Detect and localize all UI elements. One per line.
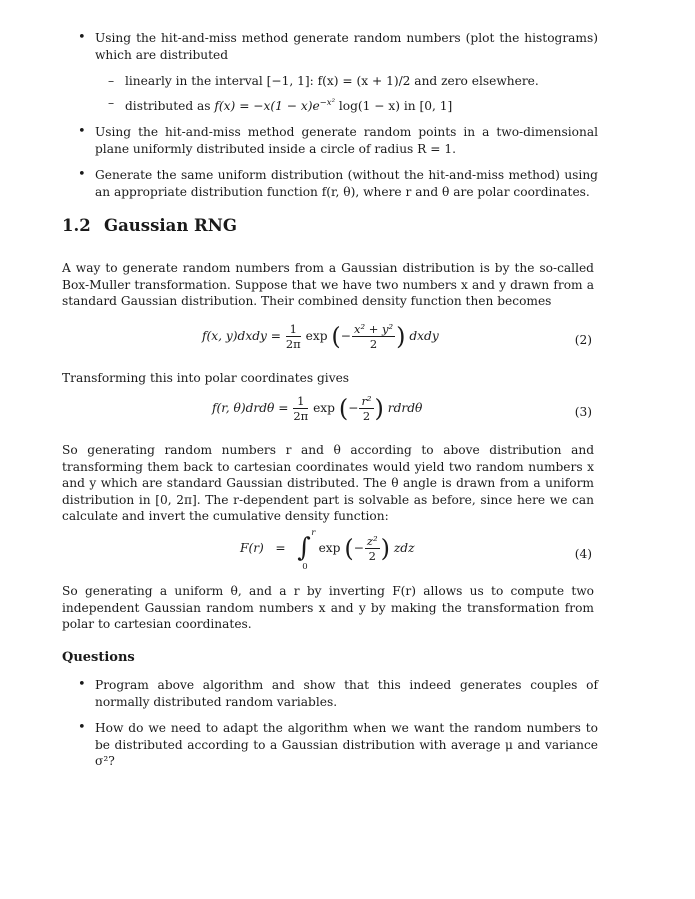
bullet-icon: • [78,677,86,692]
paragraph-conclusion: So generating a uniform θ, and a r by inverting F(r) allows us to compute two independent Gaussian random numbers x and y by making the transformation from polar to cartesian coordinates. [62,584,594,631]
question-text: How do we need to adapt the algorithm when we want the random numbers to be distributed according to a Gaussian distribution with average μ and variance σ²? [95,721,598,768]
question-item-2 [78,720,598,770]
subitem-linear [108,73,598,90]
equation-2 [62,322,594,362]
bullet-hit-and-miss-numbers [78,30,598,63]
subitem-text: distributed as $f(x) = -x(1 - x)e^{-x^2}$ log(1 − x) in [0, 1] [125,98,453,113]
equation-number: (3) [574,405,592,419]
equation-4 [62,528,594,574]
bullet-text: Using the hit-and-miss method generate random points in a two-dimensional plane uniformly distributed inside a circle of radius R = 1. [95,125,598,156]
dash-icon: – [108,96,115,110]
bullet-text: Generate the same uniform distribution (without the hit-and-miss method) using an appropriate distribution function f(r, θ), where r and θ are polar coordinates. [95,168,598,199]
bullet-circle-points [78,124,598,157]
equation-body: F(r) = ∫ r 0 exp (− $\frac{\text{z²}}{2}$ ) zdz [240,528,415,573]
bullet-uniform-polar [78,167,598,200]
dash-icon: – [108,74,115,88]
section-heading [62,218,237,235]
fraction: $\frac{\text{x² + y²}}{2}$ [353,322,394,351]
section-title: Gaussian RNG [104,216,237,235]
question-text: Program above algorithm and show that this indeed generates couples of normally distributed random variables. [95,678,598,709]
fraction: $\frac{\text{z²}}{2}$ [366,534,378,563]
paragraph-box-muller: A way to generate random numbers from a Gaussian distribution is by the so-called Box-Muller transformation. Suppose that we have two numbers x and y drawn from a standard Gaussian distribution. Their combined density function then becomes [62,261,594,308]
equation-body: f(r, θ)drdθ = $\frac{1}{2\pi}$ exp (− $\frac{\text{r²}}{2}$ ) rdrdθ [212,394,423,423]
paragraph-generation: So generating random numbers r and θ according to above distribution and transforming them back to cartesian coordinates would yield two random numbers x and y which are standard Gaussian distributed. The θ angle is drawn from a uniform distribution in [0, 2π]. The r-dependent part is solvable as before, since here we can calculate and invert the cumulative density function: [62,443,594,523]
equation-body: f(x, y)dxdy = $\frac{1}{2\pi}$ exp (− $\frac{\text{x² + y²}}{2}$ ) dxdy [202,322,439,351]
integral-sign: ∫ r 0 [297,528,316,573]
questions-heading: Questions [62,650,135,665]
bullet-icon: • [78,30,86,45]
subitem-distributed [108,95,598,115]
subitem-text: linearly in the interval [−1, 1]: f(x) = (x + 1)/2 and zero elsewhere. [125,74,539,88]
bullet-icon: • [78,720,86,735]
question-item-1 [78,677,598,710]
paragraph-polar: Transforming this into polar coordinates gives [62,371,350,385]
equation-number: (4) [574,547,592,561]
fraction: $\frac{1}{2\pi}$ [293,394,309,423]
equation-3 [62,394,594,434]
fraction: $\frac{\text{r²}}{2}$ [361,394,372,423]
fraction: $\frac{1}{2\pi}$ [285,322,301,351]
equation-number: (2) [574,333,592,347]
bullet-icon: • [78,124,86,139]
bullet-text: Using the hit-and-miss method generate random numbers (plot the histograms) which are distributed [95,31,598,62]
section-number: 1.2 [62,216,91,235]
bullet-icon: • [78,167,86,182]
